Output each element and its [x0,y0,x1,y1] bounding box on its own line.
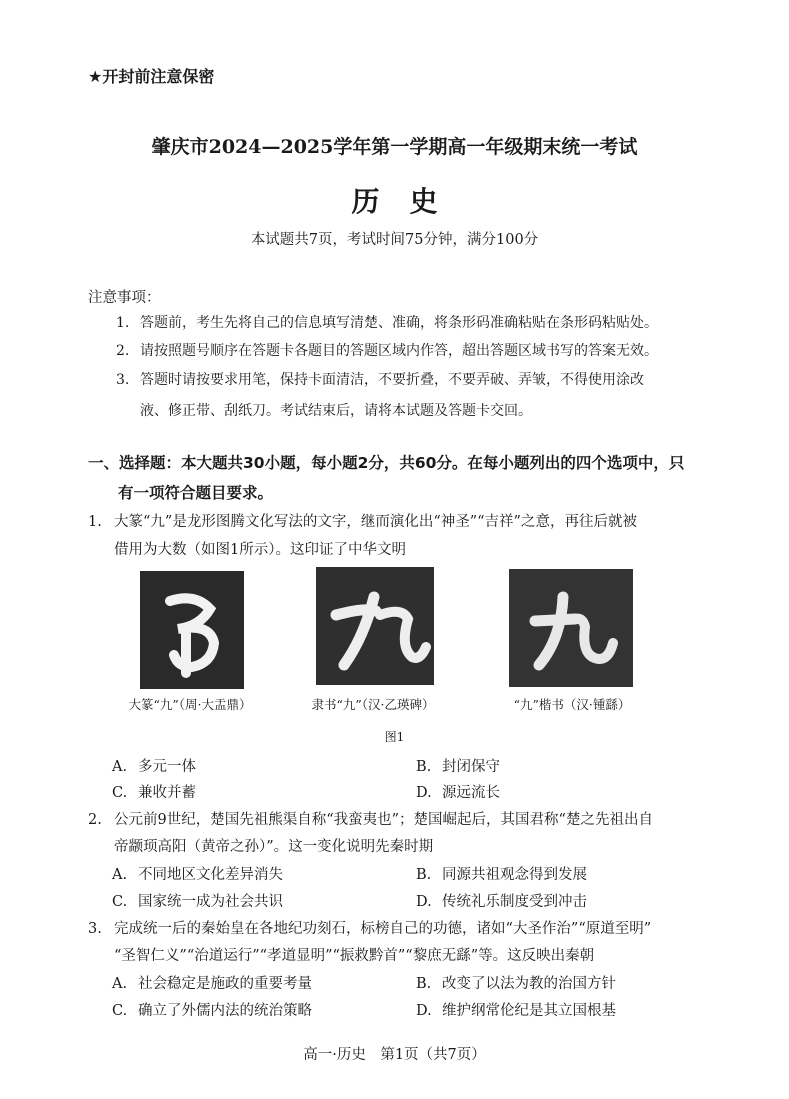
figure-label: 图1 [384,730,405,744]
notice-heading: 注意事项： [88,290,161,306]
notice-item-number: 2. [116,343,130,359]
question-3-stem [88,917,718,938]
option-d [416,781,500,802]
option-a [112,972,312,993]
question-3-stem-cont: “圣智仁义”“治道运行”“孝道显明”“振救黔首”“黎庶无繇”等。这反映出秦朝 [114,948,595,964]
option-letter: A. [112,976,128,992]
figure-caption: 大篆“九”（周·大盂鼎） [128,697,252,712]
option-letter: A. [112,867,128,883]
option-c [112,999,312,1020]
question-text: 完成统一后的秦始皇在各地纪功刻石，标榜自己的功德，诸如“大圣作治”“原道至明” [114,921,652,937]
question-number: 3. [88,921,102,937]
option-letter: D. [416,785,432,801]
option-text: 社会稳定是施政的重要考量 [138,976,312,992]
option-b [416,972,616,993]
exam-info: 本试题共7页，考试时间75分钟，满分100分 [250,232,539,248]
option-text: 兼收并蓄 [138,785,196,801]
option-a [112,755,196,776]
option-text: 多元一体 [138,759,196,775]
question-1-stem-cont: 借用为大数（如图1所示）。这印证了中华文明 [114,542,406,558]
option-text: 维护纲常伦纪是其立国根基 [442,1003,616,1019]
calligraphy-image-lishu [316,567,434,685]
page-footer: 高一·历史 第1页（共7页） [303,1047,486,1063]
confidential-notice: ★开封前注意保密 [88,67,215,86]
option-letter: A. [112,759,128,775]
question-1-stem [88,510,718,531]
section-heading-line1: 一、选择题：本大题共30小题，每小题2分，共60分。在每小题列出的四个选项中，只 [88,454,685,472]
question-text: 公元前9世纪，楚国先祖熊渠自称“我蛮夷也”；楚国崛起后，其国君称“楚之先祖出自 [114,812,653,828]
section-heading [88,448,718,508]
option-letter: B. [416,759,432,775]
question-number: 1. [88,514,102,530]
option-c [112,781,196,802]
question-2-stem [88,808,718,829]
calligraphy-image-kaishu [509,569,633,687]
subject-title: 历史 [351,185,468,218]
option-text: 源远流长 [442,785,500,801]
option-text: 确立了外儒内法的统治策略 [138,1003,312,1019]
option-letter: C. [112,1003,128,1019]
option-text: 改变了以法为教的治国方针 [442,976,616,992]
option-d [416,890,587,911]
notice-item-number: 1. [116,315,130,331]
option-d [416,999,616,1020]
question-text: 大篆“九”是龙形图腾文化写法的文字，继而演化出“神圣”“吉祥”之意，再往后就被 [114,514,637,530]
notice-item-text: 请按照题号顺序在答题卡各题目的答题区域内作答，超出答题区域书写的答案无效。 [140,343,658,359]
question-2-stem-cont: 帝颛顼高阳（黄帝之孙）”。这一变化说明先秦时期 [114,839,434,855]
exam-title: 肇庆市2024—2025学年第一学期高一年级期末统一考试 [151,136,638,158]
option-text: 同源共祖观念得到发展 [442,867,587,883]
option-b [416,755,500,776]
option-b [416,863,587,884]
figure-caption: “九”楷书（汉·锺繇） [513,697,631,712]
notice-item [116,337,716,365]
option-text: 封闭保守 [442,759,500,775]
notice-item [116,309,716,337]
notice-item-text: 答题时请按要求用笔，保持卡面清洁，不要折叠，不要弄破、弄皱，不得使用涂改 [140,372,644,388]
notice-item-continuation: 液、修正带、刮纸刀。考试结束后，请将本试题及答题卡交回。 [140,403,532,419]
option-text: 国家统一成为社会共识 [138,894,283,910]
calligraphy-image-dazhuan [140,571,244,689]
option-c [112,890,283,911]
option-text: 不同地区文化差异消失 [138,867,283,883]
figure-caption: 隶书“九”（汉·乙瑛碑） [311,697,435,712]
notice-item [116,366,716,394]
question-number: 2. [88,812,102,828]
option-letter: C. [112,785,128,801]
option-letter: B. [416,867,432,883]
option-letter: D. [416,894,432,910]
section-heading-line2: 有一项符合题目要求。 [118,484,274,502]
option-a [112,863,283,884]
option-text: 传统礼乐制度受到冲击 [442,894,587,910]
notice-item-text: 答题前，考生先将自己的信息填写清楚、准确，将条形码准确粘贴在条形码粘贴处。 [140,315,658,331]
option-letter: C. [112,894,128,910]
notice-item-number: 3. [116,372,130,388]
option-letter: B. [416,976,432,992]
option-letter: D. [416,1003,432,1019]
